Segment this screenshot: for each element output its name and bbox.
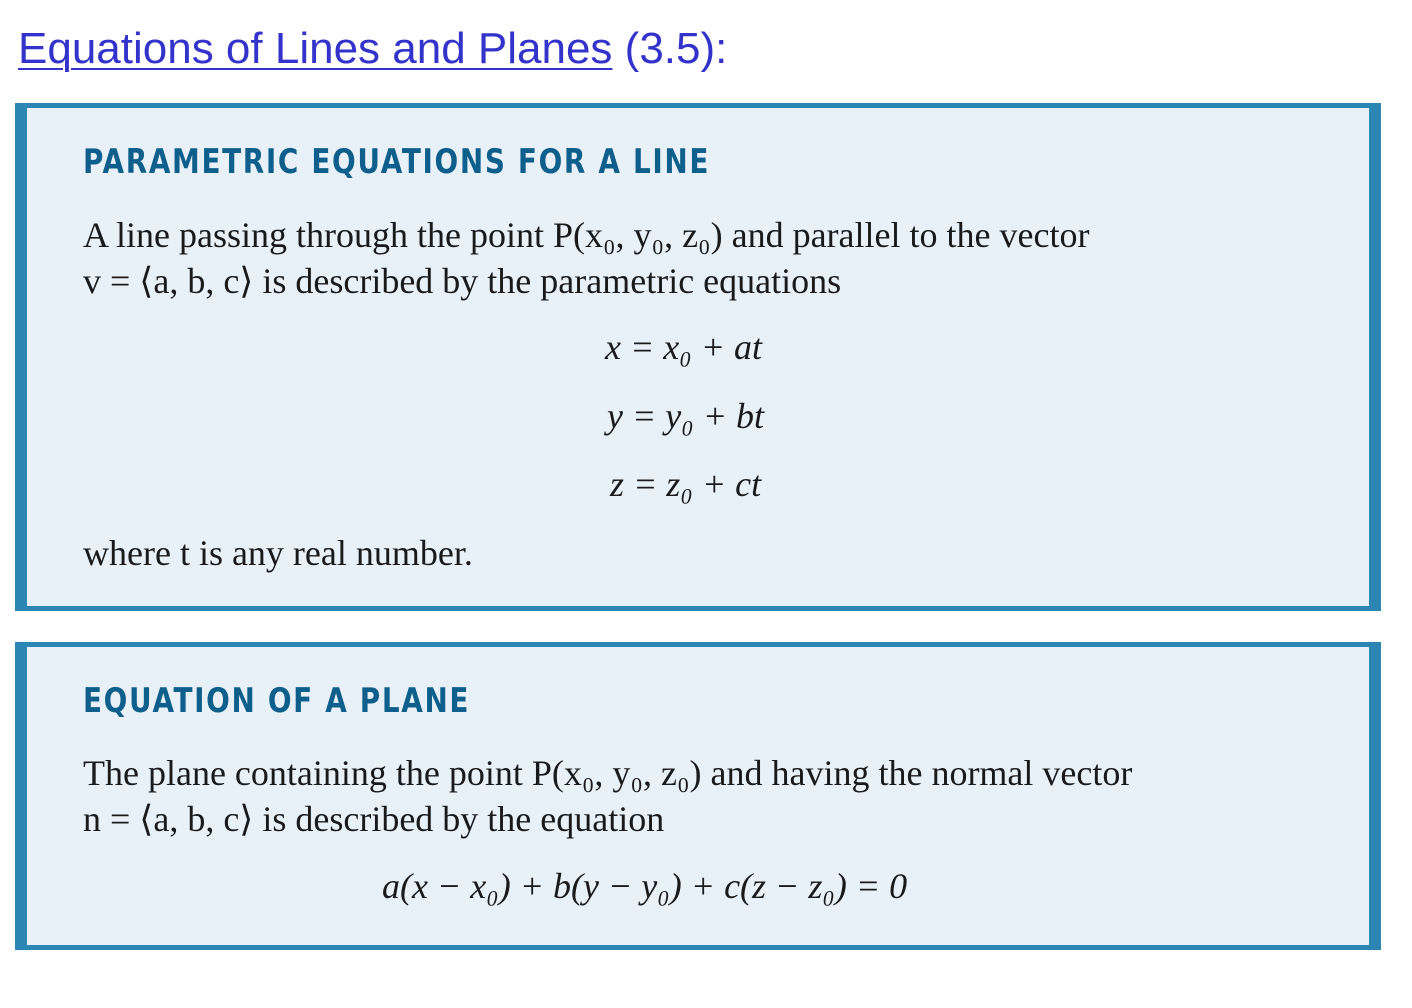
page-title: [18, 24, 727, 74]
line-intro-line-2: v = ⟨a, b, c⟩ is described by the parametric equations: [83, 261, 842, 301]
line-closing-text: where t is any real number.: [83, 533, 473, 573]
plane-intro-line-1: The plane containing the point P(x₀, y₀, z₀) and having the normal vector: [83, 753, 1133, 793]
equation-y: y = y₀ + bt: [607, 396, 765, 436]
equation-z: z = z₀ + ct: [610, 464, 762, 504]
plane-box-heading: EQUATION OF A PLANE: [83, 681, 471, 721]
line-intro-text: [83, 212, 1089, 304]
title-suffix: (3.5):: [624, 24, 728, 73]
line-intro-line-1: A line passing through the point P(x₀, y₀, z₀) and parallel to the vector: [83, 215, 1090, 255]
title-link[interactable]: Equations of Lines and Planes: [18, 24, 613, 73]
plane-equation: a(x − x₀) + b(y − y₀) + c(z − z₀) = 0: [382, 866, 908, 906]
plane-definition-box: [15, 642, 1381, 950]
line-box-heading: PARAMETRIC EQUATIONS FOR A LINE: [83, 142, 711, 182]
equation-x: x = x₀ + at: [605, 327, 763, 367]
line-definition-box: [15, 103, 1381, 611]
plane-intro-text: [83, 750, 1132, 842]
plane-intro-line-2: n = ⟨a, b, c⟩ is described by the equation: [83, 799, 665, 839]
